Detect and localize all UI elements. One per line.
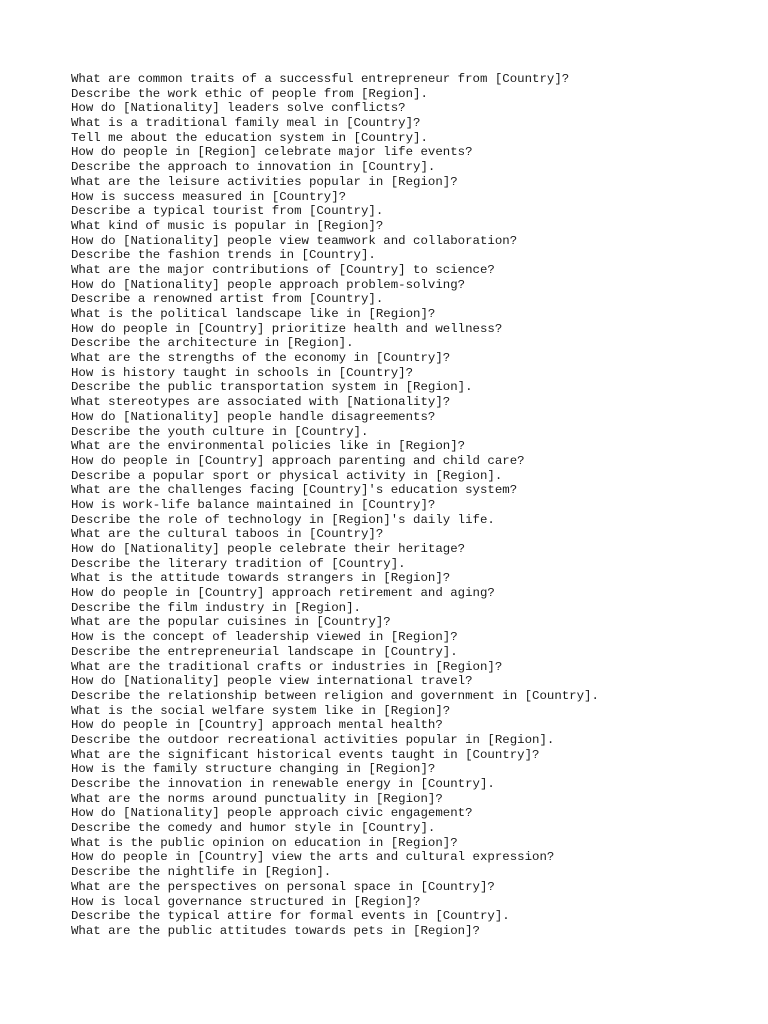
text-line: Describe the role of technology in [Region]'s daily life. [71,512,495,527]
text-line: How is history taught in schools in [Country]? [71,365,414,380]
text-line: Describe the work ethic of people from [Region]. [71,86,428,101]
text-line: Describe a renowned artist from [Country]. [71,292,384,307]
text-line: What are the traditional crafts or industries in [Region]? [71,659,503,674]
text-line: How do people in [Country] approach retirement and aging? [71,586,495,601]
text-line: Tell me about the education system in [Country]. [71,130,428,145]
text-line: How do people in [Country] view the arts and cultural expression? [71,850,555,865]
text-line: How do [Nationality] people approach problem-solving? [71,277,466,292]
text-line: Describe the comedy and humor style in [Country]. [71,821,436,836]
text-line: How do people in [Country] approach mental health? [71,718,443,733]
text-line: What is the social welfare system like in [Region]? [71,703,451,718]
text-line: Describe the literary tradition of [Country]. [71,556,406,571]
text-line: How do [Nationality] leaders solve conflicts? [71,101,406,116]
text-line: Describe the relationship between religion and government in [Country]. [71,688,599,703]
text-line: What are the public attitudes towards pets in [Region]? [71,923,480,938]
text-line: How do [Nationality] people handle disagreements? [71,409,436,424]
text-line: What is the political landscape like in [Region]? [71,307,436,321]
text-line: How do [Nationality] people approach civic engagement? [71,806,473,821]
text-line: What is a traditional family meal in [Country]? [71,116,421,131]
text-line: Describe the approach to innovation in [Country]. [71,160,436,175]
text-line: What is the public opinion on education in [Region]? [71,835,458,850]
text-line: Describe the fashion trends in [Country]. [71,248,376,263]
text-line: What are the environmental policies like in [Region]? [71,439,466,454]
text-line: Describe the entrepreneurial landscape in [Country]. [71,644,458,659]
text-line: Describe the public transportation system in [Region]. [71,380,473,395]
prompt-list [71,72,599,939]
text-line: What are the significant historical events taught in [Country]? [71,747,540,762]
text-line: Describe the architecture in [Region]. [71,336,354,351]
text-line: What stereotypes are associated with [Nationality]? [71,395,451,410]
text-line: How is the family structure changing in [Region]? [71,762,436,777]
text-line: What are the major contributions of [Country] to science? [71,262,495,277]
text-line: How do [Nationality] people view international travel? [71,674,473,689]
text-line: How do [Nationality] people celebrate their heritage? [71,542,466,556]
text-line: Describe a popular sport or physical activity in [Region]. [71,468,503,483]
text-line: How is the concept of leadership viewed in [Region]? [71,630,458,645]
text-line: Describe the youth culture in [Country]. [71,424,369,439]
text-line: How is local governance structured in [Region]? [71,894,421,909]
text-line: Describe the innovation in renewable energy in [Country]. [71,777,495,791]
text-line: How do [Nationality] people view teamwork and collaboration? [71,233,518,248]
text-line: How do people in [Country] approach parenting and child care? [71,453,525,468]
text-line: What are the perspectives on personal space in [Country]? [71,879,495,894]
text-line: Describe the nightlife in [Region]. [71,865,332,880]
text-line: What are the norms around punctuality in [Region]? [71,791,443,806]
text-line: What are the popular cuisines in [Country]? [71,615,391,630]
text-line: Describe the outdoor recreational activities popular in [Region]. [71,732,555,747]
text-line: What is the attitude towards strangers in [Region]? [71,571,451,586]
text-line: How do people in [Country] prioritize health and wellness? [71,321,503,336]
text-line: What are the challenges facing [Country]'s education system? [71,483,518,498]
text-line: Describe a typical tourist from [Country]. [71,204,384,219]
text-line: What kind of music is popular in [Region]? [71,218,384,233]
text-line: What are the leisure activities popular in [Region]? [71,174,458,189]
text-line: What are the strengths of the economy in [Country]? [71,351,451,366]
text-line: Describe the typical attire for formal events in [Country]. [71,909,510,924]
text-line: What are common traits of a successful entrepreneur from [Country]? [71,72,570,86]
text-line: Describe the film industry in [Region]. [71,600,361,615]
text-line: How do people in [Region] celebrate major life events? [71,145,473,160]
text-line: How is success measured in [Country]? [71,189,347,204]
text-line: What are the cultural taboos in [Country]? [71,527,384,542]
text-line: How is work-life balance maintained in [Country]? [71,497,436,512]
